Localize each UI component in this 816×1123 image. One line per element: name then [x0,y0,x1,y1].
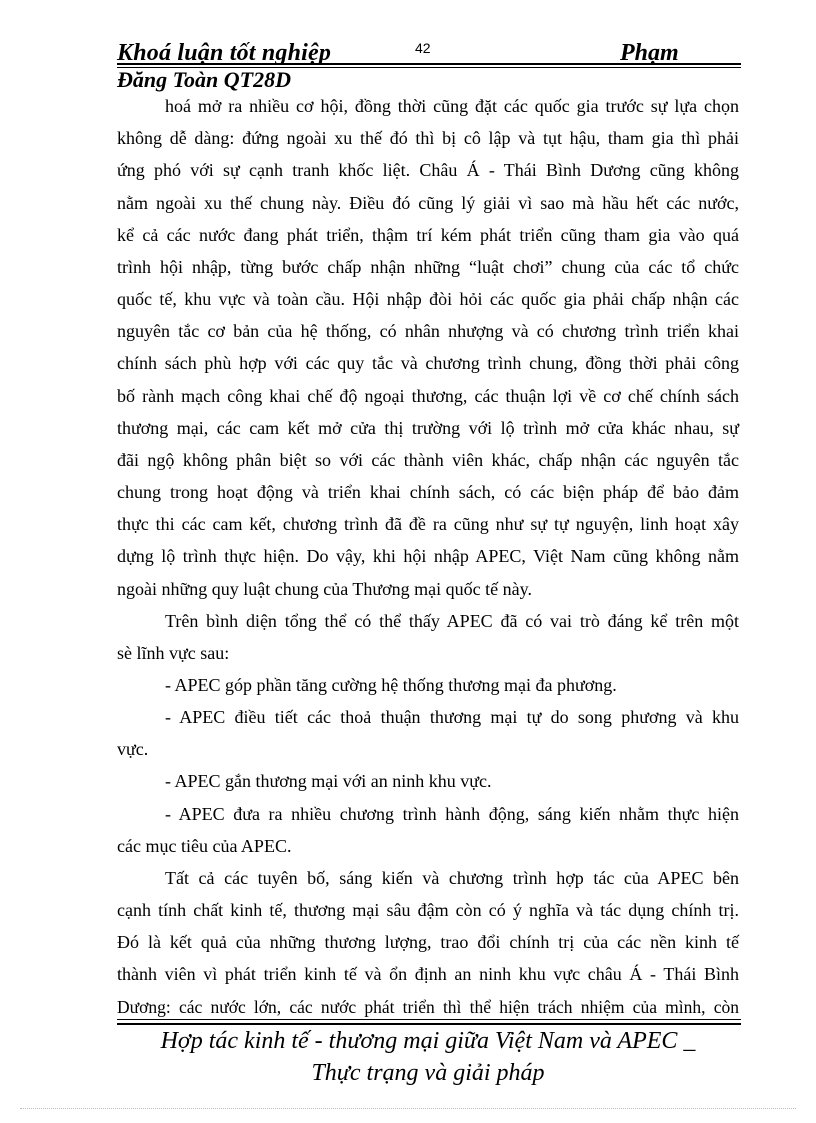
footer-title: Hợp tác kinh tế - thương mại giữa Việt Nam và APEC _ [160,1028,696,1054]
body-line: thực thi các cam kết, chương trình đã đề ra cũng như sự tự nguyện, linh hoạt xây [117,514,739,534]
body-line: vực. [117,739,149,759]
body-line: Trên bình diện tổng thể có thể thấy APEC đã có vai trò đáng kể trên một [165,611,739,631]
body-line: thành viên vì phát triển kinh tế và ổn định an ninh khu vực châu Á - Thái Bình [117,964,739,984]
body-line: hoá mở ra nhiều cơ hội, đồng thời cũng đặt các quốc gia trước sự lựa chọn [165,96,739,116]
body-line: không dễ dàng: đứng ngoài xu thế đó thì bị cô lập và tụt hậu, tham gia thì phải [117,128,739,148]
page-number: 42 [415,40,431,56]
body-line: nằm ngoài xu thế chung này. Điều đó cũng lý giải vì sao mà hầu hết các nước, [117,193,739,213]
body-line: Tất cả các tuyên bố, sáng kiến và chương trình hợp tác của APEC bên [165,868,739,888]
body-line: ứng phó với sự cạnh tranh khốc liệt. Châu Á - Thái Bình Dương cũng không [117,160,739,180]
body-line: bố rành mạch công khai chế độ ngoại thương, các thuận lợi về cơ chế chính sách [117,386,739,406]
body-line: các mục tiêu của APEC. [117,836,292,856]
body-line: sè lĩnh vực sau: [117,643,230,663]
body-line: nguyên tắc cơ bản của hệ thống, có nhân nhượng và có chương trình triển khai [117,321,739,341]
bullet-item: - APEC điều tiết các thoả thuận thương mại tự do song phương và khu [165,707,739,727]
body-line: cạnh tính chất kinh tế, thương mại sâu đậm còn có ý nghĩa và tác dụng chính trị. [117,900,739,920]
footer-subtitle: Thực trạng và giải pháp [311,1060,545,1086]
body-line: đãi ngộ không phân biệt so với các thành viên khác, chấp nhận các nguyên tắc [117,450,739,470]
header-author-name: Đăng Toàn QT28D [117,67,291,92]
body-line: chính sách phù hợp với các quy tắc và chương trình chung, đồng thời phải công [117,353,739,373]
body-line: quốc tế, khu vực và toàn cầu. Hội nhập đòi hỏi các quốc gia phải chấp nhận các [117,289,739,309]
body-line: dựng lộ trình thực hiện. Do vậy, khi hội nhập APEC, Việt Nam cũng không nằm [117,546,739,566]
body-line: chung trong hoạt động và triển khai chính sách, có các biện pháp để bảo đảm [117,482,739,502]
body-line: ngoài những quy luật chung của Thương mại quốc tế này. [117,579,532,599]
body-line: kể cả các nước đang phát triển, thậm trí kém phát triển cũng tham gia vào quá [117,225,739,245]
header-thesis-label: Khoá luận tốt nghiệp [117,40,332,66]
bullet-item: - APEC gắn thương mại với an ninh khu vực. [165,771,492,791]
bullet-item: - APEC góp phần tăng cường hệ thống thương mại đa phương. [165,675,617,695]
body-line: trình hội nhập, từng bước chấp nhận những “luật chơi” chung của các tổ chức [117,257,739,277]
header-author-surname: Phạm [620,40,679,66]
bullet-item: - APEC đưa ra nhiều chương trình hành động, sáng kiến nhằm thực hiện [165,804,739,824]
page-bottom-edge [20,1108,796,1109]
body-line: Đó là kết quả của những thương lượng, trao đổi chính trị của các nền kinh tế [117,932,739,952]
body-line: thương mại, các cam kết mở cửa thị trường với lộ trình mở cửa khác nhau, sự [117,418,739,438]
footer-rule [117,1019,741,1020]
footer-rule-thick [117,1023,741,1025]
header-rule [117,63,741,65]
body-line: Dương: các nước lớn, các nước phát triển thì thể hiện trách nhiệm của mình, còn [117,997,739,1017]
